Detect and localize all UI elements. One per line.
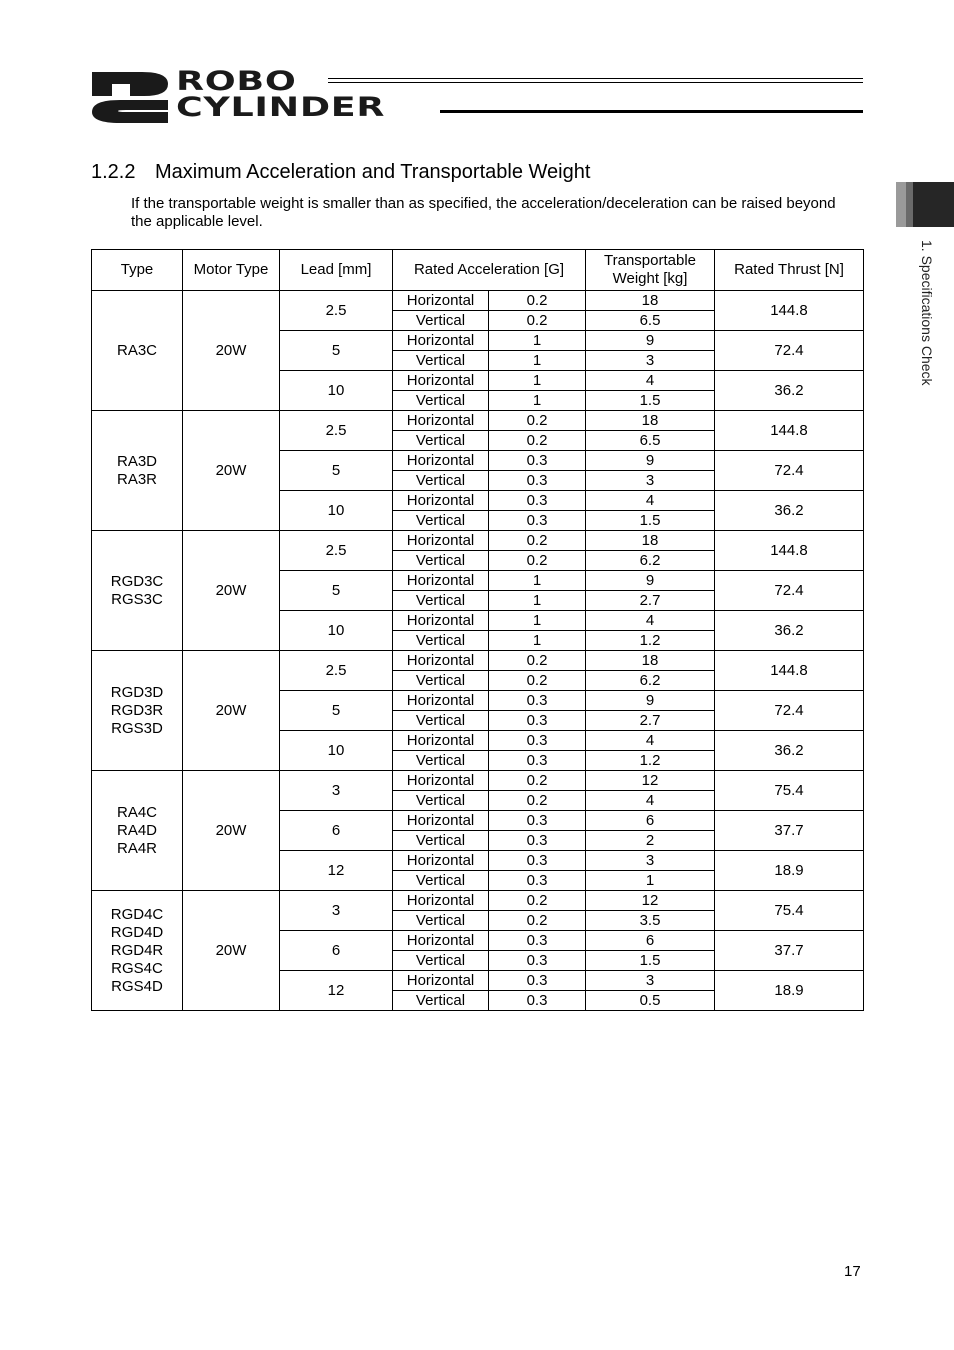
cell-weight: 1	[586, 871, 715, 891]
table-row	[92, 411, 864, 431]
cell-weight: 1.5	[586, 511, 715, 531]
cell-direction: Vertical	[393, 671, 489, 691]
cell-rated-thrust: 144.8	[715, 651, 864, 691]
header-rule-thin-1	[328, 78, 863, 79]
cell-acceleration: 1	[489, 351, 586, 371]
logo-line-2: CYLINDER	[176, 92, 386, 123]
cell-weight: 4	[586, 491, 715, 511]
cell-weight: 3	[586, 851, 715, 871]
cell-lead: 6	[280, 811, 393, 851]
cell-direction: Horizontal	[393, 731, 489, 751]
header-rated-acceleration: Rated Acceleration [G]	[393, 250, 586, 291]
cell-acceleration: 0.2	[489, 411, 586, 431]
section-title	[91, 161, 590, 184]
header-rule-thick	[440, 110, 863, 113]
cell-acceleration: 0.3	[489, 831, 586, 851]
cell-acceleration: 0.3	[489, 691, 586, 711]
cell-direction: Vertical	[393, 631, 489, 651]
cell-rated-thrust: 36.2	[715, 731, 864, 771]
cell-rated-thrust: 72.4	[715, 451, 864, 491]
cell-direction: Vertical	[393, 471, 489, 491]
cell-direction: Horizontal	[393, 371, 489, 391]
cell-direction: Vertical	[393, 751, 489, 771]
cell-weight: 4	[586, 731, 715, 751]
cell-rated-thrust: 75.4	[715, 891, 864, 931]
cell-weight: 3	[586, 471, 715, 491]
cell-weight: 6.2	[586, 671, 715, 691]
cell-direction: Horizontal	[393, 411, 489, 431]
cell-direction: Horizontal	[393, 331, 489, 351]
table-row	[92, 531, 864, 551]
cell-direction: Vertical	[393, 831, 489, 851]
cell-rated-thrust: 36.2	[715, 491, 864, 531]
header-type: Type	[92, 250, 183, 291]
cell-weight: 6	[586, 931, 715, 951]
cell-weight: 9	[586, 451, 715, 471]
cell-lead: 10	[280, 611, 393, 651]
table-row	[92, 771, 864, 791]
section-number: 1.2.2	[91, 161, 136, 183]
cell-acceleration: 1	[489, 591, 586, 611]
cell-direction: Vertical	[393, 431, 489, 451]
cell-acceleration: 0.2	[489, 891, 586, 911]
cell-direction: Vertical	[393, 991, 489, 1011]
cell-direction: Horizontal	[393, 851, 489, 871]
cell-direction: Vertical	[393, 511, 489, 531]
cell-type: RA4C RA4D RA4R	[92, 771, 183, 891]
cell-acceleration: 0.3	[489, 951, 586, 971]
cell-lead: 5	[280, 331, 393, 371]
cell-acceleration: 0.3	[489, 471, 586, 491]
cell-weight: 4	[586, 371, 715, 391]
acceleration-weight-table	[91, 249, 864, 1011]
table-body	[92, 291, 864, 1011]
cell-weight: 2	[586, 831, 715, 851]
cell-weight: 1.5	[586, 391, 715, 411]
cell-direction: Vertical	[393, 591, 489, 611]
cell-acceleration: 0.2	[489, 291, 586, 311]
cell-weight: 2.7	[586, 591, 715, 611]
cell-direction: Vertical	[393, 311, 489, 331]
cell-lead: 5	[280, 691, 393, 731]
cell-motor-type: 20W	[183, 651, 280, 771]
cell-rated-thrust: 37.7	[715, 931, 864, 971]
cell-weight: 6.5	[586, 311, 715, 331]
cell-weight: 3	[586, 351, 715, 371]
cell-acceleration: 0.2	[489, 651, 586, 671]
logo-line-1: ROBO	[176, 66, 297, 97]
section-title-text: Maximum Acceleration and Transportable Weight	[155, 161, 591, 183]
cell-type: RA3C	[92, 291, 183, 411]
cell-rated-thrust: 75.4	[715, 771, 864, 811]
cell-lead: 5	[280, 451, 393, 491]
cell-motor-type: 20W	[183, 531, 280, 651]
cell-direction: Vertical	[393, 951, 489, 971]
header-lead: Lead [mm]	[280, 250, 393, 291]
chapter-tab	[896, 182, 954, 227]
cell-acceleration: 1	[489, 331, 586, 351]
cell-acceleration: 0.2	[489, 671, 586, 691]
cell-weight: 18	[586, 531, 715, 551]
table-header-row	[92, 250, 864, 291]
cell-direction: Vertical	[393, 391, 489, 411]
cell-rated-thrust: 144.8	[715, 531, 864, 571]
cell-weight: 0.5	[586, 991, 715, 1011]
cell-direction: Horizontal	[393, 291, 489, 311]
cell-direction: Horizontal	[393, 811, 489, 831]
cell-acceleration: 0.3	[489, 491, 586, 511]
cell-weight: 9	[586, 691, 715, 711]
header-motor-type: Motor Type	[183, 250, 280, 291]
cell-motor-type: 20W	[183, 891, 280, 1011]
cell-type: RGD3D RGD3R RGS3D	[92, 651, 183, 771]
cell-lead: 6	[280, 931, 393, 971]
cell-direction: Vertical	[393, 351, 489, 371]
cell-acceleration: 1	[489, 631, 586, 651]
cell-weight: 3.5	[586, 911, 715, 931]
cell-lead: 10	[280, 371, 393, 411]
cell-lead: 2.5	[280, 651, 393, 691]
table-row	[92, 651, 864, 671]
cell-weight: 6.5	[586, 431, 715, 451]
cell-rated-thrust: 36.2	[715, 371, 864, 411]
cell-weight: 1.2	[586, 631, 715, 651]
cell-direction: Vertical	[393, 551, 489, 571]
header-rule-thin-2	[328, 82, 863, 83]
cell-motor-type: 20W	[183, 411, 280, 531]
cell-type: RA3D RA3R	[92, 411, 183, 531]
cell-rated-thrust: 36.2	[715, 611, 864, 651]
cell-rated-thrust: 72.4	[715, 691, 864, 731]
cell-direction: Horizontal	[393, 571, 489, 591]
cell-weight: 6	[586, 811, 715, 831]
cell-direction: Horizontal	[393, 531, 489, 551]
cell-acceleration: 0.3	[489, 971, 586, 991]
cell-motor-type: 20W	[183, 771, 280, 891]
cell-weight: 18	[586, 651, 715, 671]
cell-weight: 3	[586, 971, 715, 991]
cell-rated-thrust: 144.8	[715, 411, 864, 451]
header-transportable-weight: Transportable Weight [kg]	[586, 250, 715, 291]
cell-acceleration: 0.3	[489, 511, 586, 531]
cell-type: RGD4C RGD4D RGD4R RGS4C RGS4D	[92, 891, 183, 1011]
cell-direction: Horizontal	[393, 771, 489, 791]
cell-acceleration: 0.2	[489, 911, 586, 931]
cell-direction: Horizontal	[393, 651, 489, 671]
cell-acceleration: 0.3	[489, 851, 586, 871]
cell-weight: 18	[586, 291, 715, 311]
rc-logo-mark	[90, 70, 170, 125]
cell-type: RGD3C RGS3C	[92, 531, 183, 651]
cell-rated-thrust: 72.4	[715, 331, 864, 371]
cell-acceleration: 0.3	[489, 711, 586, 731]
cell-weight: 2.7	[586, 711, 715, 731]
cell-lead: 5	[280, 571, 393, 611]
cell-weight: 6.2	[586, 551, 715, 571]
chapter-tab-label: 1. Specifications Check	[919, 240, 935, 386]
cell-weight: 4	[586, 611, 715, 631]
cell-weight: 12	[586, 891, 715, 911]
page-number: 17	[844, 1263, 861, 1280]
cell-lead: 2.5	[280, 531, 393, 571]
cell-lead: 12	[280, 971, 393, 1011]
cell-acceleration: 0.2	[489, 551, 586, 571]
cell-direction: Vertical	[393, 711, 489, 731]
cell-lead: 3	[280, 891, 393, 931]
cell-direction: Horizontal	[393, 691, 489, 711]
cell-weight: 4	[586, 791, 715, 811]
cell-acceleration: 0.2	[489, 771, 586, 791]
cell-motor-type: 20W	[183, 291, 280, 411]
cell-weight: 18	[586, 411, 715, 431]
cell-acceleration: 0.3	[489, 871, 586, 891]
cell-acceleration: 0.2	[489, 311, 586, 331]
cell-acceleration: 0.3	[489, 751, 586, 771]
cell-acceleration: 0.2	[489, 531, 586, 551]
cell-acceleration: 0.3	[489, 731, 586, 751]
cell-weight: 1.5	[586, 951, 715, 971]
cell-acceleration: 1	[489, 571, 586, 591]
cell-acceleration: 0.2	[489, 431, 586, 451]
table-row	[92, 891, 864, 911]
cell-weight: 9	[586, 571, 715, 591]
cell-direction: Vertical	[393, 871, 489, 891]
cell-direction: Vertical	[393, 791, 489, 811]
cell-acceleration: 0.2	[489, 791, 586, 811]
cell-direction: Horizontal	[393, 891, 489, 911]
cell-lead: 10	[280, 491, 393, 531]
cell-acceleration: 0.3	[489, 991, 586, 1011]
cell-lead: 3	[280, 771, 393, 811]
cell-acceleration: 0.3	[489, 931, 586, 951]
cell-direction: Horizontal	[393, 451, 489, 471]
cell-rated-thrust: 18.9	[715, 851, 864, 891]
cell-direction: Vertical	[393, 911, 489, 931]
cell-rated-thrust: 37.7	[715, 811, 864, 851]
cell-acceleration: 1	[489, 391, 586, 411]
logo-wordmark	[176, 66, 386, 123]
cell-direction: Horizontal	[393, 611, 489, 631]
cell-acceleration: 0.3	[489, 811, 586, 831]
cell-acceleration: 0.3	[489, 451, 586, 471]
cell-rated-thrust: 72.4	[715, 571, 864, 611]
cell-direction: Horizontal	[393, 931, 489, 951]
cell-weight: 9	[586, 331, 715, 351]
table-row	[92, 291, 864, 311]
cell-rated-thrust: 18.9	[715, 971, 864, 1011]
cell-acceleration: 1	[489, 371, 586, 391]
header-rated-thrust: Rated Thrust [N]	[715, 250, 864, 291]
cell-lead: 10	[280, 731, 393, 771]
cell-weight: 12	[586, 771, 715, 791]
cell-weight: 1.2	[586, 751, 715, 771]
cell-lead: 2.5	[280, 411, 393, 451]
cell-rated-thrust: 144.8	[715, 291, 864, 331]
cell-lead: 2.5	[280, 291, 393, 331]
cell-lead: 12	[280, 851, 393, 891]
section-intro: If the transportable weight is smaller than as specified, the acceleration/deceleration can be raised beyond the applicable level.	[131, 195, 836, 230]
cell-direction: Horizontal	[393, 491, 489, 511]
cell-acceleration: 1	[489, 611, 586, 631]
cell-direction: Horizontal	[393, 971, 489, 991]
